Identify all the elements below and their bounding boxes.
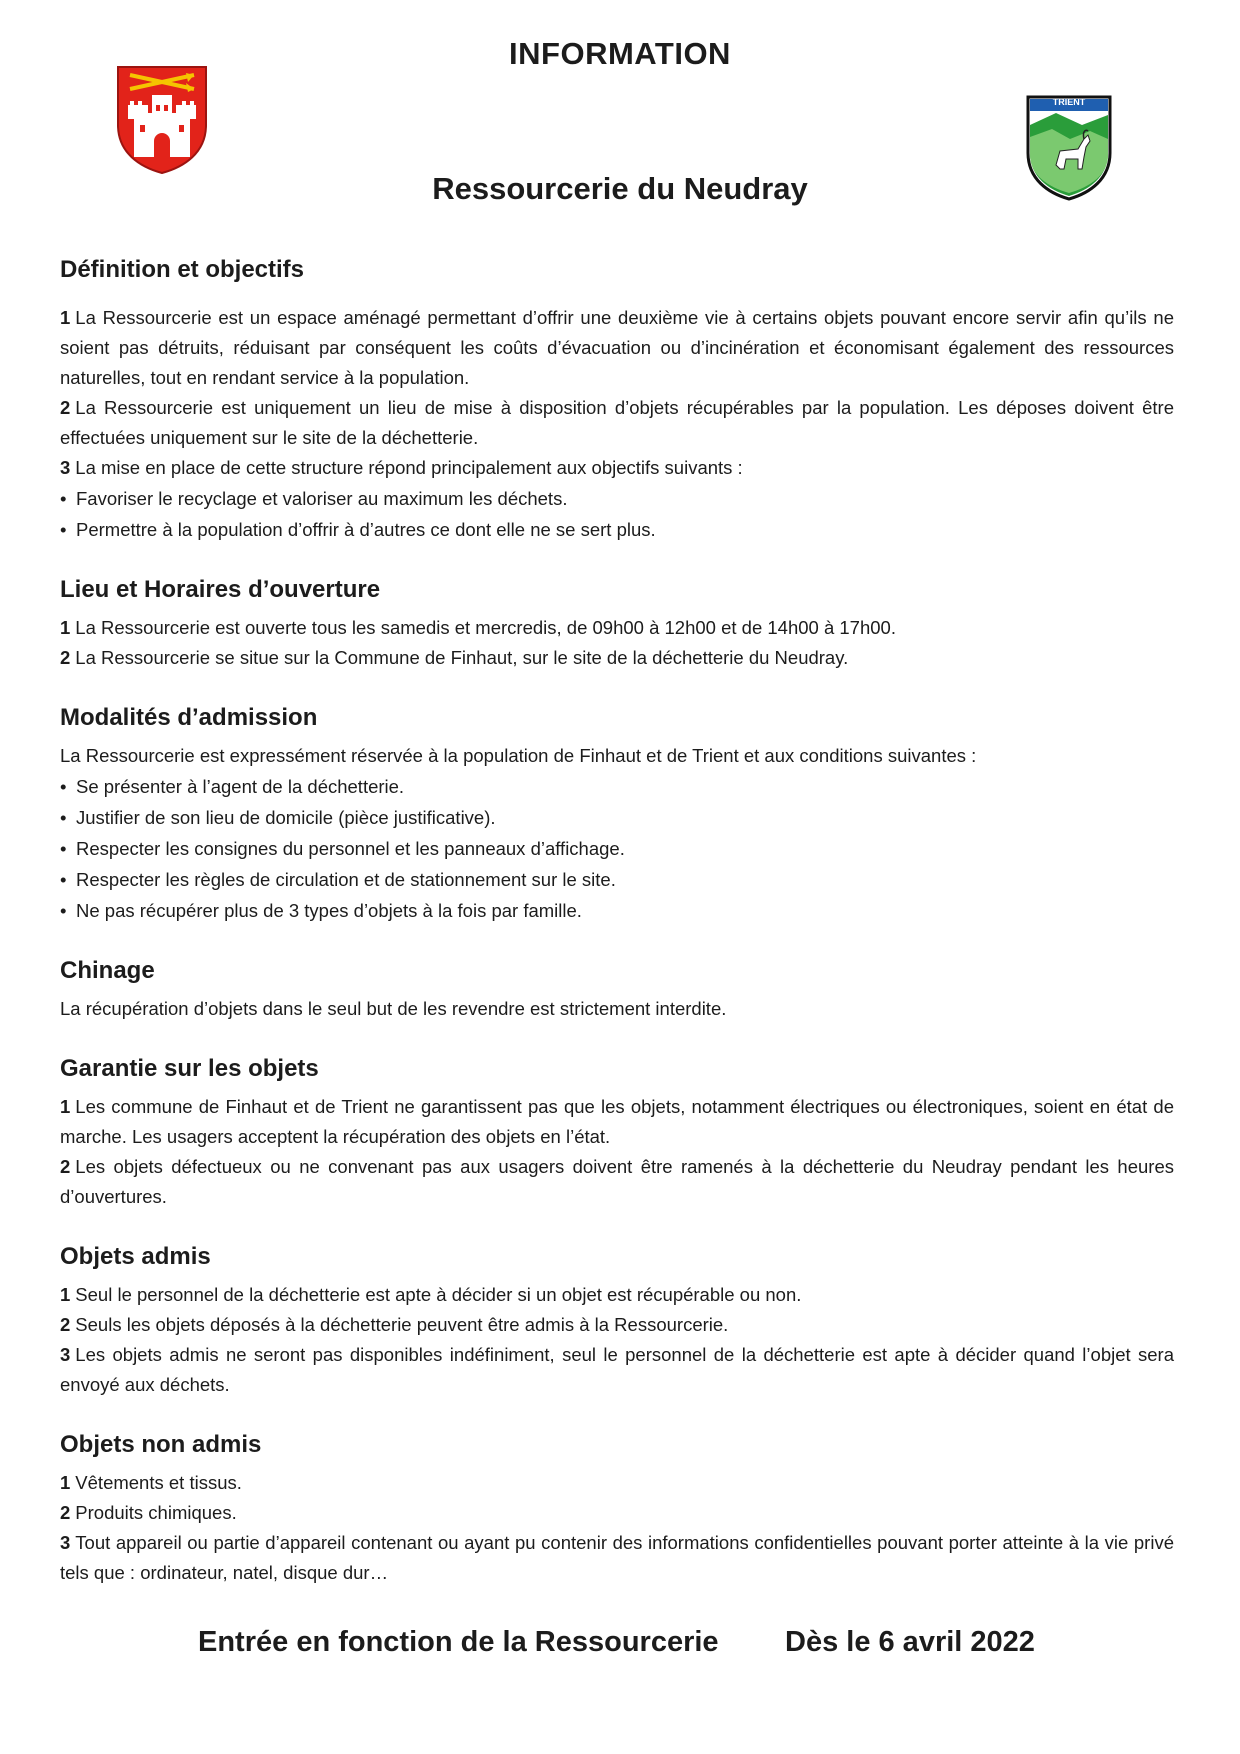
page-title: INFORMATION xyxy=(509,36,731,71)
paragraph: La Ressourcerie est expressément réservée à la population de Finhaut et de Trient et aux conditions suivantes : xyxy=(60,745,977,766)
bullet-icon: • xyxy=(60,900,67,921)
section-definition xyxy=(60,255,1174,545)
footer-start-label: Entrée en fonction de la Ressourcerie xyxy=(198,1626,719,1658)
paragraph: La récupération d’objets dans le seul but de les revendre est strictement interdite. xyxy=(60,998,727,1019)
paragraph: 2 La Ressourcerie est uniquement un lieu de mise à disposition d’objets récupérables par la population. Les déposes doivent être effectuées uniquement sur le site de la déchetterie. xyxy=(60,397,1174,448)
list-item: • Se présenter à l’agent de la déchetterie. xyxy=(60,771,1174,802)
paragraph: 1 La Ressourcerie est ouverte tous les samedis et mercredis, de 09h00 à 12h00 et de 14h00 à 17h00. xyxy=(60,617,896,638)
section-heading: Lieu et Horaires d’ouverture xyxy=(60,576,381,603)
document-body xyxy=(60,255,1174,1618)
paragraph: 1 Vêtements et tissus. xyxy=(60,1472,242,1493)
section-heading: Objets admis xyxy=(60,1243,211,1270)
section-admission xyxy=(60,703,1174,926)
section-objets-admis xyxy=(60,1242,1174,1400)
section-heading: Chinage xyxy=(60,957,155,984)
bullet-icon: • xyxy=(60,776,67,797)
paragraph: 3 La mise en place de cette structure répond principalement aux objectifs suivants : xyxy=(60,457,743,478)
section-heading: Définition et objectifs xyxy=(60,256,305,283)
paragraph: 2 Produits chimiques. xyxy=(60,1502,237,1523)
paragraph: 2 Seuls les objets déposés à la déchetterie peuvent être admis à la Ressourcerie. xyxy=(60,1314,729,1335)
list-item: • Ne pas récupérer plus de 3 types d’objets à la fois par famille. xyxy=(60,895,1174,926)
list-item: • Justifier de son lieu de domicile (pièce justificative). xyxy=(60,802,1174,833)
section-horaires xyxy=(60,575,1174,673)
paragraph: 2 La Ressourcerie se situe sur la Commune de Finhaut, sur le site de la déchetterie du Neudray. xyxy=(60,647,849,668)
list-item: • Favoriser le recyclage et valoriser au maximum les déchets. xyxy=(60,483,1174,514)
section-heading: Garantie sur les objets xyxy=(60,1055,319,1082)
section-heading: Objets non admis xyxy=(60,1431,262,1458)
section-chinage xyxy=(60,956,1174,1024)
bullet-icon: • xyxy=(60,838,67,859)
list-item: • Respecter les règles de circulation et de stationnement sur le site. xyxy=(60,864,1174,895)
list-item: • Permettre à la population d’offrir à d’autres ce dont elle ne se sert plus. xyxy=(60,514,1174,545)
paragraph: 1 Seul le personnel de la déchetterie est apte à décider si un objet est récupérable ou non. xyxy=(60,1284,802,1305)
list-item: • Respecter les consignes du personnel et les panneaux d’affichage. xyxy=(60,833,1174,864)
bullet-icon: • xyxy=(60,519,67,540)
paragraph: 3 Les objets admis ne seront pas disponibles indéfiniment, seul le personnel de la déchetterie est apte à décider quand l’objet sera envoyé aux déchets. xyxy=(60,1344,1174,1395)
crest-label: TRIENT xyxy=(1052,97,1086,107)
bullet-icon: • xyxy=(60,488,67,509)
paragraph: 2 Les objets défectueux ou ne convenant pas aux usagers doivent être ramenés à la déchetterie du Neudray pendant les heures d’ouvertures. xyxy=(60,1156,1174,1207)
section-garantie xyxy=(60,1054,1174,1212)
bullet-icon: • xyxy=(60,869,67,890)
footer-start-date: Dès le 6 avril 2022 xyxy=(785,1626,1035,1658)
page-subtitle: Ressourcerie du Neudray xyxy=(432,171,808,206)
paragraph: 3 Tout appareil ou partie d’appareil contenant ou ayant pu contenir des informations confidentielles pouvant porter atteinte à la vie privé tels que : ordinateur, natel, disque dur… xyxy=(60,1532,1174,1583)
paragraph: 1 Les commune de Finhaut et de Trient ne garantissent pas que les objets, notamment électriques ou électroniques, soient en état de marche. Les usagers acceptent la récupération des objets en l’état. xyxy=(60,1096,1174,1147)
paragraph: 1 La Ressourcerie est un espace aménagé permettant d’offrir une deuxième vie à certains objets pouvant encore servir afin qu’ils ne soient pas détruits, réduisant par conséquent les coûts d’évacuation ou d’incinération et économisant également des ressources naturelles, tout en rendant service à la population. xyxy=(60,307,1174,388)
section-objets-non-admis xyxy=(60,1430,1174,1588)
left-municipal-crest-icon xyxy=(116,65,208,175)
section-heading: Modalités d’admission xyxy=(60,704,318,731)
bullet-icon: • xyxy=(60,807,67,828)
